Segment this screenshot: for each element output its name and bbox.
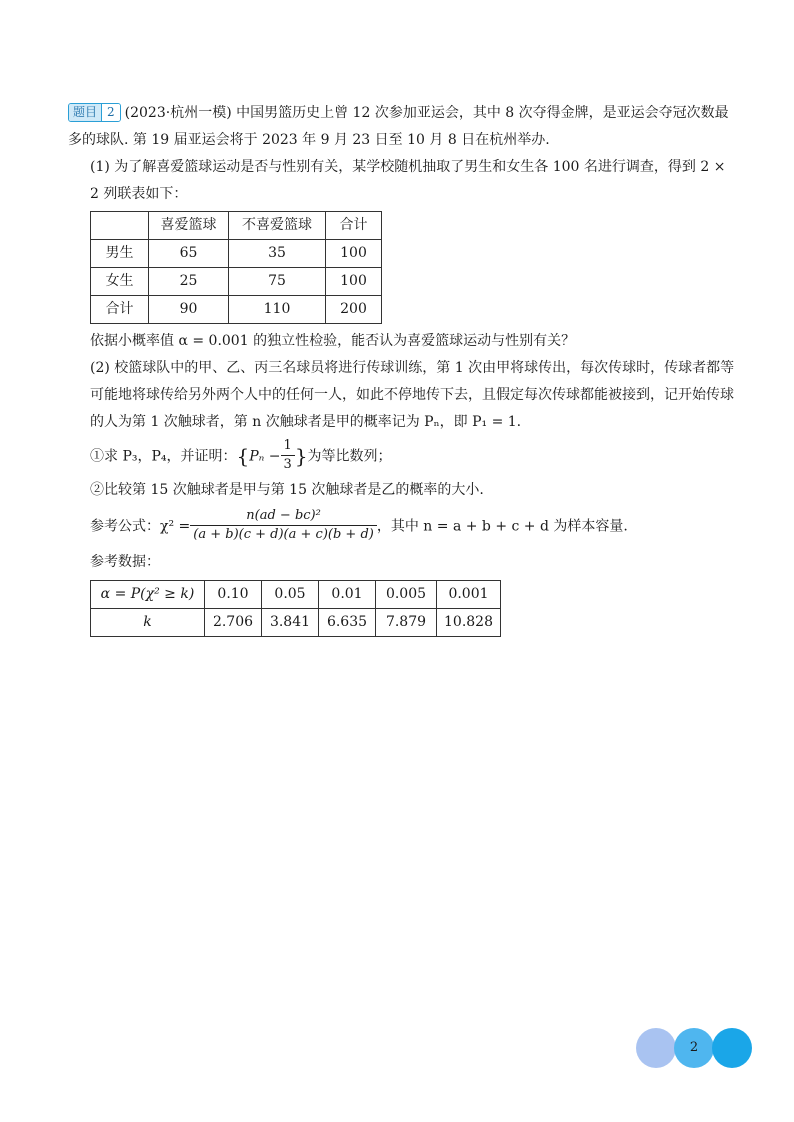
intro-text: (2023·杭州一模) 中国男篮历史上曾 12 次参加亚运会，其中 8 次夺得金牌，是亚运会夺冠次数最多的球队. 第 19 届亚运会将于 2023 年 9 月 23 日至 10 月 8 日在杭州举办.	[68, 105, 729, 148]
formula-pre: 参考公式：χ² =	[90, 518, 191, 535]
one-third-fraction	[281, 437, 295, 474]
formula-post: ，其中 n = a + b + c + d 为样本容量.	[376, 518, 628, 535]
formula-denominator: (a + b)(c + d)(a + c)(b + d)	[193, 527, 374, 542]
contingency-header-cell: 喜爱篮球	[149, 212, 229, 240]
part2-text: (2) 校篮球队中的甲、乙、丙三名球员将进行传球训练，第 1 次由甲将球传出，每次传球时，传球者都等可能地将球传给另外两个人中的任何一人，如此不停地传下去，且假定每次传球都能被接到，记开始传球的人为第 1 次触球者，第 n 次触球者是甲的概率记为 Pₙ，即 P₁ = 1.	[90, 360, 735, 430]
reference-label: 参考数据：	[90, 554, 160, 570]
contingency-header-row	[91, 212, 382, 240]
contingency-cell: 合计	[91, 296, 149, 324]
contingency-cell: 90	[149, 296, 229, 324]
chi-square-fraction	[190, 507, 377, 544]
contingency-cell: 75	[229, 268, 326, 296]
reference-row-alpha	[91, 581, 501, 609]
decor-circle-right	[712, 1028, 752, 1068]
reference-table	[90, 580, 501, 637]
fraction-numerator: 1	[281, 437, 295, 456]
reference-row-k	[91, 609, 501, 637]
contingency-header-cell: 合计	[326, 212, 382, 240]
contingency-cell: 110	[229, 296, 326, 324]
problem-tag	[68, 103, 121, 122]
fraction-denominator: 3	[283, 457, 292, 472]
sequence-close-brace: }	[294, 444, 308, 468]
reference-cell: 7.879	[376, 609, 437, 637]
problem-tag-number: 2	[101, 104, 120, 121]
contingency-row	[91, 240, 382, 268]
contingency-header-cell	[91, 212, 149, 240]
reference-cell: 0.001	[437, 581, 501, 609]
reference-cell: 10.828	[437, 609, 501, 637]
part1-text: (1) 为了解喜爱篮球运动是否与性别有关，某学校随机抽取了男生和女生各 100 名进行调查，得到 2 × 2 列联表如下：	[90, 159, 726, 202]
contingency-cell: 200	[326, 296, 382, 324]
contingency-header-cell: 不喜爱篮球	[229, 212, 326, 240]
page-number: 2	[689, 1040, 699, 1055]
reference-cell: 3.841	[262, 609, 319, 637]
problem-tag-label: 题目	[69, 104, 101, 121]
contingency-row	[91, 296, 382, 324]
problem-content	[68, 100, 738, 637]
sequence-open-brace: {	[236, 444, 250, 468]
question1-text: 依据小概率值 α = 0.001 的独立性检验，能否认为喜爱篮球运动与性别有关？	[90, 333, 576, 349]
contingency-cell: 35	[229, 240, 326, 268]
intro-paragraph	[68, 100, 738, 154]
contingency-cell: 100	[326, 268, 382, 296]
reference-cell: 0.01	[319, 581, 376, 609]
sub1-pre: ①求 P₃，P₄，并证明：	[90, 448, 237, 465]
reference-cell: α = P(χ² ≥ k)	[91, 581, 205, 609]
contingency-row	[91, 268, 382, 296]
sub1-post: 为等比数列；	[307, 448, 392, 465]
contingency-cell: 女生	[91, 268, 149, 296]
sequence-variable: Pₙ −	[249, 448, 281, 465]
reference-cell: 6.635	[319, 609, 376, 637]
reference-cell: 0.005	[376, 581, 437, 609]
formula-line	[68, 508, 738, 545]
sub2-text: ②比较第 15 次触球者是甲与第 15 次触球者是乙的概率的大小.	[90, 482, 484, 498]
contingency-cell: 男生	[91, 240, 149, 268]
reference-cell: 2.706	[205, 609, 262, 637]
contingency-cell: 100	[326, 240, 382, 268]
reference-cell: k	[91, 609, 205, 637]
formula-numerator: n(ad − bc)²	[190, 507, 377, 526]
decor-circle-left	[636, 1028, 676, 1068]
reference-cell: 0.05	[262, 581, 319, 609]
page-number-badge	[636, 1028, 752, 1068]
contingency-cell: 25	[149, 268, 229, 296]
sub1-text	[68, 438, 738, 475]
contingency-cell: 65	[149, 240, 229, 268]
reference-cell: 0.10	[205, 581, 262, 609]
contingency-table	[90, 211, 382, 324]
